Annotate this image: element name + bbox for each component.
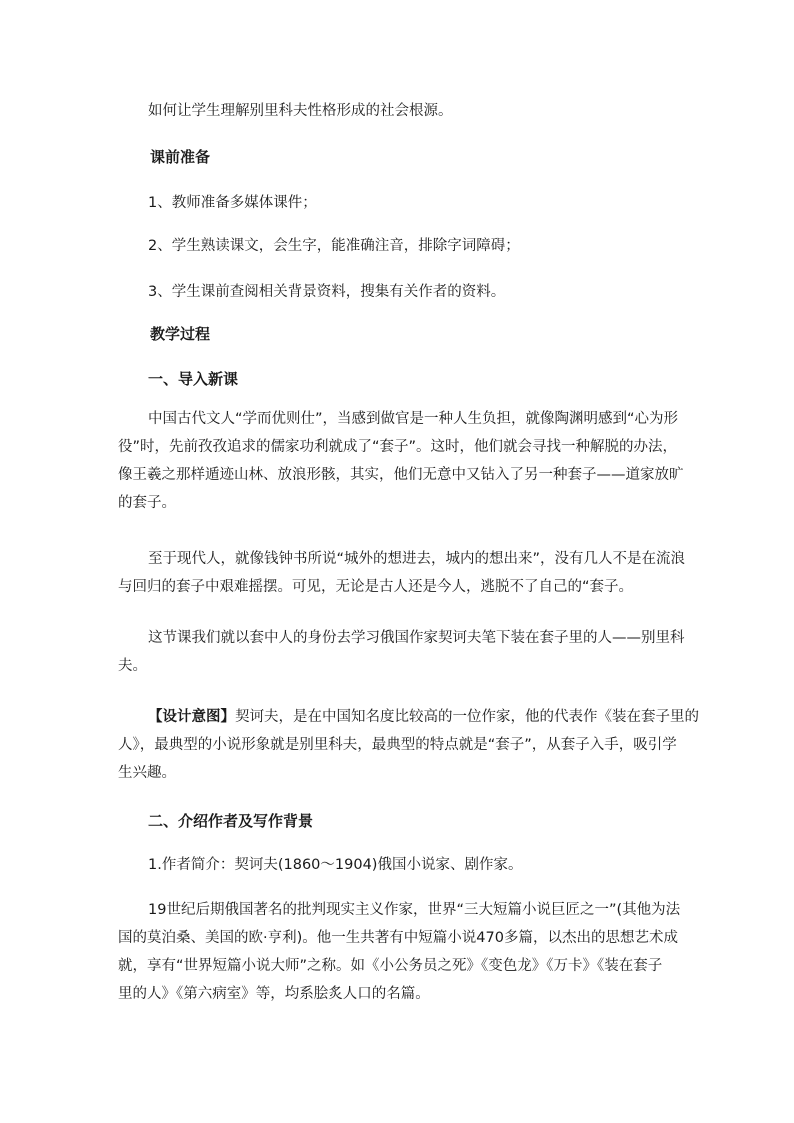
design-intent-paragraph [118, 703, 699, 787]
design-intent-text: 契诃夫，是在中国知名度比较高的一位作家，他的代表作《装在套子里的 [235, 709, 699, 725]
text-line: 的套子。 [118, 495, 176, 511]
text-line [118, 703, 699, 731]
process-heading: 教学过程 [150, 325, 211, 343]
section1-paragraph-3 [118, 624, 685, 680]
section2-paragraph [118, 896, 681, 1008]
text-line: 像王羲之那样遁迹山林、放浪形骸，其实，他们无意中又钻入了另一种套子——道家放旷 [118, 467, 684, 483]
text-line: 与回归的套子中艰难摇摆。可见，无论是古人还是今人，逃脱不了自己的“套子。 [118, 579, 634, 595]
text-line: 19世纪后期俄国著名的批判现实主义作家，世界“三大短篇小说巨匠之一”(其他为法 [148, 902, 681, 918]
text-line: 役”时，先前孜孜追求的儒家功利就成了“套子”。这时，他们就会寻找一种解脱的办法， [118, 439, 678, 455]
text-line: 夫。 [118, 658, 147, 674]
text-line: 就，享有“世界短篇小说大师”之称。如《小公务员之死》《变色龙》《万卡》《装在套子 [118, 958, 663, 974]
text-line: 人》，最典型的小说形象就是别里科夫，最典型的特点就是“套子”，从套子入手，吸引学 [118, 737, 677, 753]
section2-heading: 二、介绍作者及写作背景 [148, 812, 314, 830]
prep-heading: 课前准备 [150, 148, 211, 166]
section1-heading: 一、导入新课 [148, 370, 239, 388]
text-line: 这节课我们就以套中人的身份去学习俄国作家契诃夫笔下装在套子里的人——别里科 [148, 630, 685, 646]
author-intro: 1.作者简介：契诃夫(1860～1904)俄国小说家、剧作家。 [148, 857, 523, 873]
text-line: 国的莫泊桑、美国的欧·亨利)。他一生共著有中短篇小说470多篇，以杰出的思想艺术成 [118, 930, 678, 946]
text-line: 生兴趣。 [118, 765, 176, 781]
prep-item-3: 3、学生课前查阅相关背景资料，搜集有关作者的资料。 [148, 284, 506, 300]
text-line: 里的人》《第六病室》等，均系脍炙人口的名篇。 [118, 986, 430, 1002]
section1-paragraph-1 [118, 405, 684, 517]
section1-paragraph-2 [118, 545, 686, 601]
prep-item-1: 1、教师准备多媒体课件； [148, 195, 317, 211]
design-intent-label: 【设计意图】 [148, 709, 235, 725]
text-line: 中国古代文人“学而优则仕”，当感到做官是一种人生负担，就像陶渊明感到“心为形 [148, 411, 679, 427]
text-line: 至于现代人，就像钱钟书所说“城外的想进去，城内的想出来”，没有几人不是在流浪 [148, 551, 686, 567]
intro-line: 如何让学生理解别里科夫性格形成的社会根源。 [148, 103, 453, 119]
prep-item-2: 2、学生熟读课文，会生字，能准确注音，排除字词障碍； [148, 238, 520, 254]
